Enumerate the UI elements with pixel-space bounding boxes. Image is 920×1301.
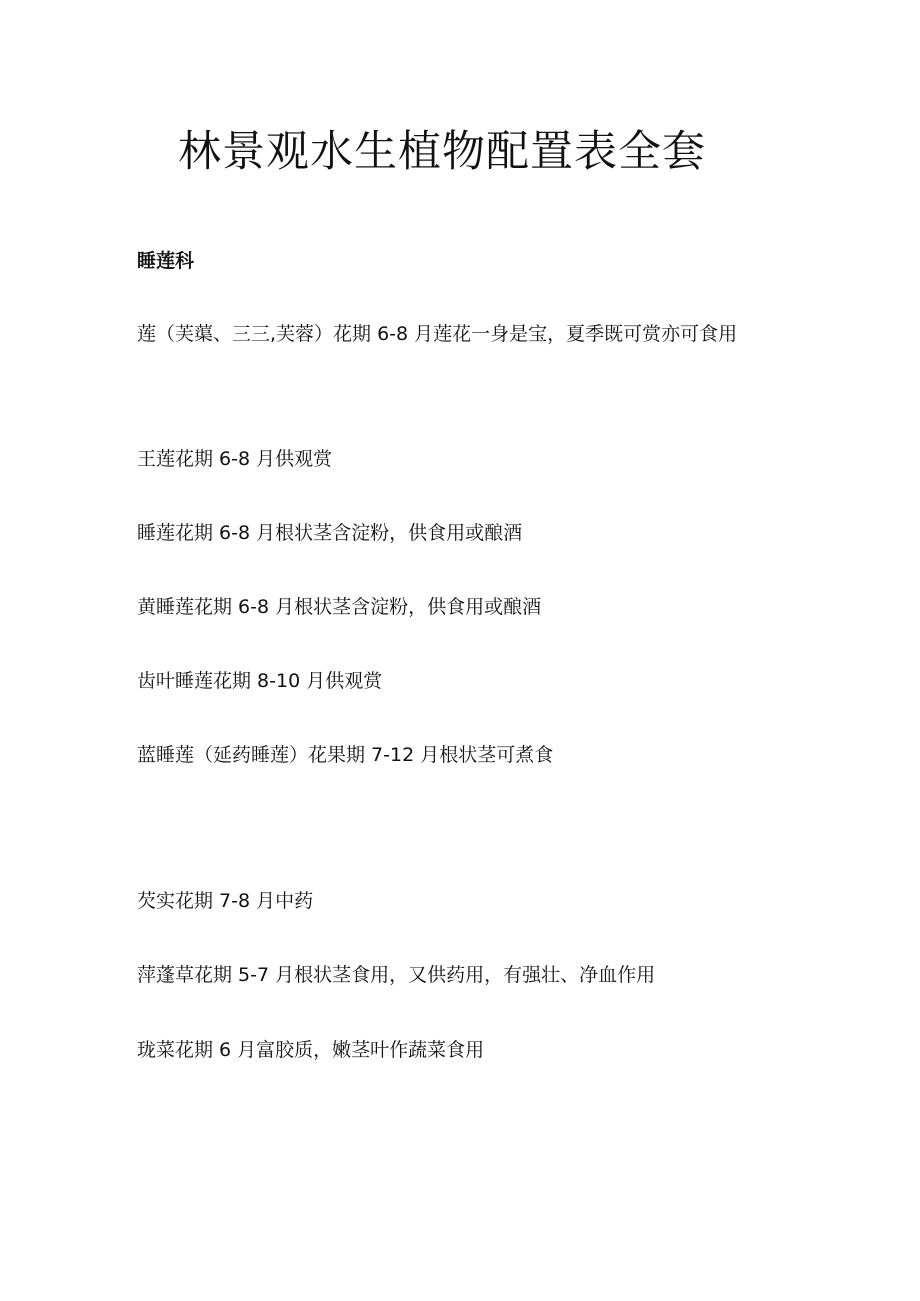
section-heading: 睡莲科 bbox=[137, 250, 195, 272]
plant-entry: 蓝睡莲（延药睡莲）花果期 7-12 月根状茎可煮食 bbox=[137, 744, 554, 766]
page-title: 林景观水生植物配置表全套 bbox=[178, 127, 706, 177]
plant-entry: 齿叶睡莲花期 8-10 月供观赏 bbox=[137, 670, 383, 692]
plant-entry: 黄睡莲花期 6-8 月根状茎含淀粉，供食用或酿酒 bbox=[137, 596, 542, 618]
plant-entry: 芡实花期 7-8 月中药 bbox=[137, 890, 314, 912]
plant-entry: 莲（芙蕖、三三,芙蓉）花期 6-8 月莲花一身是宝，夏季既可赏亦可食用 bbox=[137, 323, 738, 345]
plant-entry: 睡莲花期 6-8 月根状茎含淀粉，供食用或酿酒 bbox=[137, 522, 523, 544]
plant-entry: 王莲花期 6-8 月供观赏 bbox=[137, 448, 333, 470]
plant-entry: 珑菜花期 6 月富胶质，嫩茎叶作蔬菜食用 bbox=[137, 1039, 485, 1061]
plant-entry: 萍蓬草花期 5-7 月根状茎食用，又供药用，有强壮、净血作用 bbox=[137, 964, 656, 986]
